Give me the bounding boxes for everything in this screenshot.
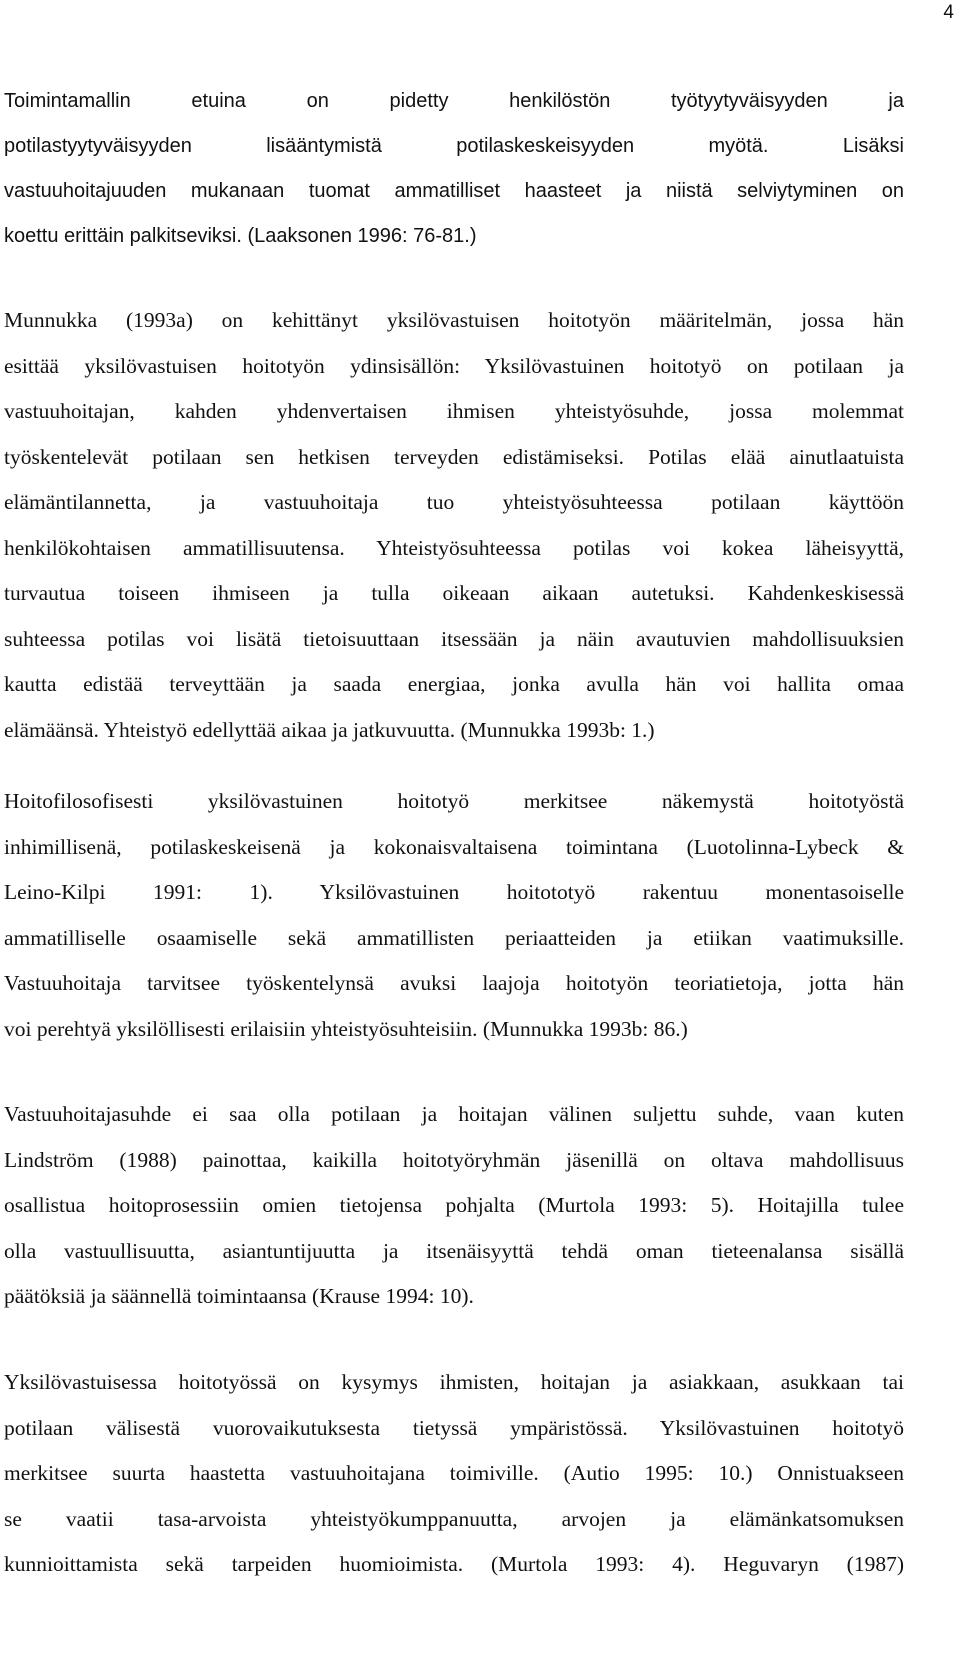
- text-line: päätöksiä ja säännellä toimintaansa (Krause 1994: 10).: [4, 1284, 474, 1308]
- text-line: inhimillisenä, potilaskeskeisenä ja kokonaisvaltaisena toimintana (Luotolinna-Lybeck &: [4, 834, 904, 859]
- text-line: työskentelevät potilaan sen hetkisen terveyden edistämiseksi. Potilas elää ainutlaatuista: [4, 444, 904, 469]
- text-line: potilaan välisestä vuorovaikutuksesta tietyssä ympäristössä. Yksilövastuinen hoitotyö: [4, 1415, 904, 1440]
- text-line: Lindström (1988) painottaa, kaikilla hoitotyöryhmän jäsenillä on oltava mahdollisuus: [4, 1147, 904, 1172]
- page-number: 4: [943, 2, 954, 23]
- text-line: Munnukka (1993a) on kehittänyt yksilövastuisen hoitotyön määritelmän, jossa hän: [4, 308, 904, 332]
- paragraph-2: [4, 298, 904, 753]
- text-line: olla vastuullisuutta, asiantuntijuutta ja itsenäisyyttä tehdä oman tieteenalansa sisällä: [4, 1238, 904, 1263]
- text-line: esittää yksilövastuisen hoitotyön ydinsisällön: Yksilövastuinen hoitotyö on potilaan ja: [4, 353, 904, 378]
- text-line: se vaatii tasa-arvoista yhteistyökumppanuutta, arvojen ja elämänkatsomuksen: [4, 1506, 904, 1531]
- text-line: potilastyytyväisyyden lisääntymistä potilaskeskeisyyden myötä. Lisäksi: [4, 135, 904, 157]
- text-line: Vastuuhoitaja tarvitsee työskentelynsä avuksi laajoja hoitotyön teoriatietoja, jotta hän: [4, 971, 904, 995]
- text-line: kautta edistää terveyttään ja saada energiaa, jonka avulla hän voi hallita omaa: [4, 672, 904, 696]
- text-line: Yksilövastuisessa hoitotyössä on kysymys ihmisten, hoitajan ja asiakkaan, asukkaan tai: [4, 1370, 904, 1394]
- paragraph-5: [4, 1360, 904, 1588]
- text-line: ammatilliselle osaamiselle sekä ammatillisten periaatteiden ja etiikan vaatimuksille.: [4, 925, 904, 950]
- text-line: vastuuhoitajuuden mukanaan tuomat ammatilliset haasteet ja niistä selviytyminen on: [4, 180, 904, 202]
- paragraph-4: [4, 1092, 904, 1320]
- text-line: suhteessa potilas voi lisätä tietoisuuttaan itsessään ja näin avautuvien mahdollisuuksien: [4, 626, 904, 651]
- paragraph-1: [4, 79, 904, 259]
- text-line: turvautua toiseen ihmiseen ja tulla oikeaan aikaan autetuksi. Kahdenkeskisessä: [4, 581, 904, 605]
- text-line: koettu erittäin palkitseviksi. (Laaksonen 1996: 76-81.): [4, 225, 477, 247]
- text-line: elämäänsä. Yhteistyö edellyttää aikaa ja jatkuvuutta. (Munnukka 1993b: 1.): [4, 717, 655, 742]
- text-line: voi perehtyä yksilöllisesti erilaisiin yhteistyösuhteisiin. (Munnukka 1993b: 86.): [4, 1016, 688, 1041]
- text-line: kunnioittamista sekä tarpeiden huomioimista. (Murtola 1993: 4). Heguvaryn (1987): [4, 1552, 904, 1576]
- text-line: Leino-Kilpi 1991: 1). Yksilövastuinen hoitototyö rakentuu monentasoiselle: [4, 880, 904, 904]
- text-line: Hoitofilosofisesti yksilövastuinen hoitotyö merkitsee näkemystä hoitotyöstä: [4, 789, 904, 813]
- text-line: Vastuuhoitajasuhde ei saa olla potilaan ja hoitajan välinen suljettu suhde, vaan kuten: [4, 1102, 904, 1126]
- text-line: vastuuhoitajan, kahden yhdenvertaisen ihmisen yhteistyösuhde, jossa molemmat: [4, 399, 904, 423]
- text-line: merkitsee suurta haastetta vastuuhoitajana toimiville. (Autio 1995: 10.) Onnistuakseen: [4, 1461, 904, 1485]
- paragraph-3: [4, 779, 904, 1052]
- text-line: Toimintamallin etuina on pidetty henkilöstön työtyytyväisyyden ja: [4, 90, 904, 112]
- text-line: osallistua hoitoprosessiin omien tietojensa pohjalta (Murtola 1993: 5). Hoitajilla tulee: [4, 1193, 904, 1217]
- text-line: henkilökohtaisen ammatillisuutensa. Yhteistyösuhteessa potilas voi kokea läheisyyttä,: [4, 535, 904, 560]
- text-line: elämäntilannetta, ja vastuuhoitaja tuo yhteistyösuhteessa potilaan käyttöön: [4, 490, 904, 514]
